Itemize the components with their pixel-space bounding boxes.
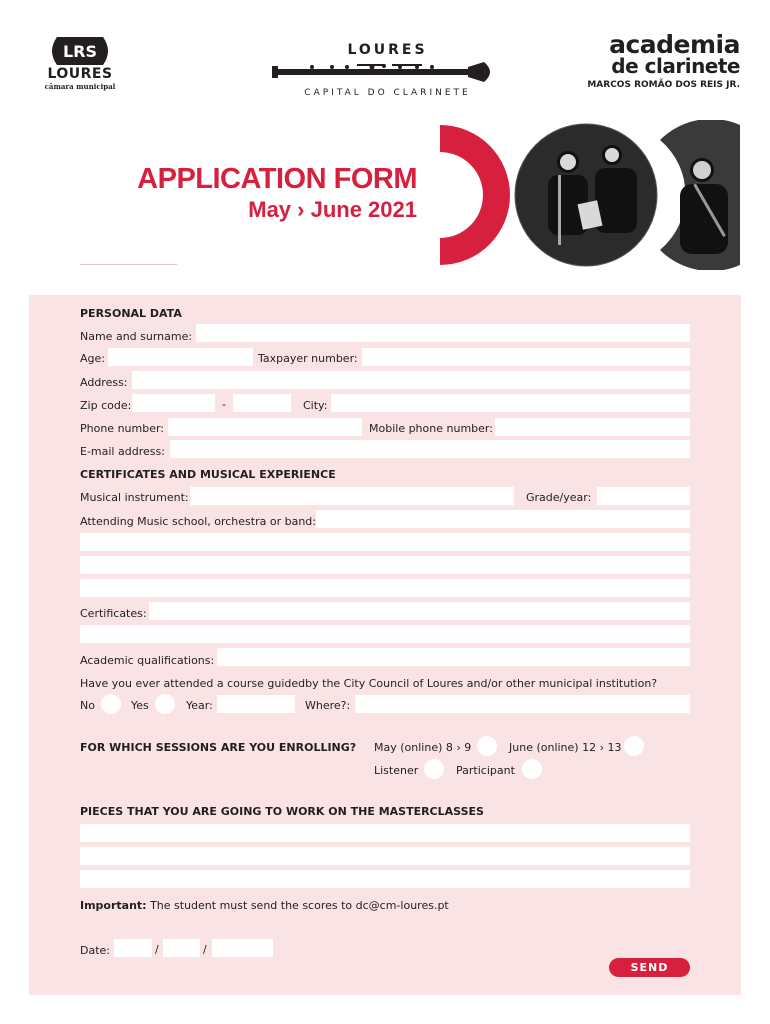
where-field[interactable] (355, 695, 690, 713)
may-session-label: May (online) 8 › 9 (374, 741, 472, 754)
attending-label: Attending Music school, orchestra or band: (80, 515, 316, 528)
divider (80, 264, 177, 265)
year-field[interactable] (217, 695, 295, 713)
instrument-field[interactable] (190, 487, 514, 505)
certificates-field-2[interactable] (80, 625, 690, 643)
zip-separator: - (222, 398, 226, 411)
page-title: APPLICATION FORM (137, 163, 417, 195)
participant-label: Participant (456, 764, 515, 777)
email-label: E-mail address: (80, 445, 165, 458)
pieces-field-1[interactable] (80, 824, 690, 842)
date-month-field[interactable] (163, 939, 200, 957)
section-personal-data: PERSONAL DATA (80, 307, 182, 320)
city-field[interactable] (331, 394, 690, 412)
taxpayer-field[interactable] (362, 348, 690, 366)
certificates-field-1[interactable] (149, 602, 690, 620)
section-pieces: PIECES THAT YOU ARE GOING TO WORK ON THE MASTERCLASSES (80, 805, 484, 818)
clarinet-icon (272, 58, 500, 86)
pieces-field-3[interactable] (80, 870, 690, 888)
year-label: Year: (186, 699, 213, 712)
academic-field[interactable] (217, 648, 690, 666)
page-subtitle: May › June 2021 (248, 197, 417, 222)
phone-label: Phone number: (80, 422, 165, 435)
name-field[interactable] (196, 324, 690, 342)
june-session-checkbox[interactable] (624, 736, 644, 756)
academia-logo-line2: de clarinete (611, 54, 740, 78)
yes-radio[interactable] (155, 694, 175, 714)
address-label: Address: (80, 376, 128, 389)
section-certificates: CERTIFICATES AND MUSICAL EXPERIENCE (80, 468, 336, 481)
taxpayer-label: Taxpayer number: (258, 352, 358, 365)
age-label: Age: (80, 352, 105, 365)
important-note (80, 899, 449, 912)
certificates-label: Certificates: (80, 607, 147, 620)
lrs-logo-badge (47, 36, 113, 66)
phone-field[interactable] (168, 418, 362, 436)
date-day-field[interactable] (114, 939, 152, 957)
important-text: The student must send the scores to dc@cm-loures.pt (146, 899, 449, 912)
academia-logo-line1: academia (609, 30, 740, 59)
section-sessions: FOR WHICH SESSIONS ARE YOU ENROLLING? (80, 741, 357, 754)
academia-logo-line3: MARCOS ROMÃO DOS REIS JR. (587, 80, 740, 90)
participant-checkbox[interactable] (522, 759, 542, 779)
june-session-label: June (online) 12 › 13 (509, 741, 622, 754)
zip-field-2[interactable] (233, 394, 291, 412)
listener-label: Listener (374, 764, 419, 777)
listener-checkbox[interactable] (424, 759, 444, 779)
attending-field-4[interactable] (80, 579, 690, 597)
city-label: City: (303, 399, 328, 412)
previous-course-question: Have you ever attended a course guidedby the City Council of Loures and/or other municipal institution? (80, 677, 658, 690)
loures-title: LOURES (347, 42, 428, 58)
zip-label: Zip code: (80, 399, 132, 412)
mobile-field[interactable] (495, 418, 690, 436)
capital-do-clarinete: CAPITAL DO CLARINETE (304, 88, 471, 98)
lrs-logo-subtitle: câmara municipal (44, 82, 116, 91)
attending-field-3[interactable] (80, 556, 690, 574)
zip-field-1[interactable] (132, 394, 215, 412)
instrument-label: Musical instrument: (80, 491, 189, 504)
attending-field-2[interactable] (80, 533, 690, 551)
age-field[interactable] (108, 348, 253, 366)
date-label: Date: (80, 944, 110, 957)
pieces-field-2[interactable] (80, 847, 690, 865)
lrs-badge-text: LRS (62, 42, 98, 61)
important-label: Important: (80, 899, 147, 912)
hero-musicians-image (440, 120, 740, 270)
name-label: Name and surname: (80, 330, 193, 343)
no-radio[interactable] (101, 694, 121, 714)
address-field[interactable] (132, 371, 690, 389)
attending-field-1[interactable] (316, 510, 690, 528)
yes-label: Yes (131, 699, 149, 712)
date-year-field[interactable] (212, 939, 273, 957)
may-session-checkbox[interactable] (477, 736, 497, 756)
date-separator-2: / (203, 943, 207, 956)
grade-field[interactable] (597, 487, 690, 505)
mobile-label: Mobile phone number: (369, 422, 493, 435)
grade-label: Grade/year: (526, 491, 592, 504)
send-button[interactable]: SEND (609, 958, 690, 977)
date-separator-1: / (155, 943, 159, 956)
email-field[interactable] (170, 440, 690, 458)
lrs-logo-name: LOURES (47, 66, 113, 82)
no-label: No (80, 699, 95, 712)
academic-label: Academic qualifications: (80, 654, 215, 667)
where-label: Where?: (305, 699, 351, 712)
